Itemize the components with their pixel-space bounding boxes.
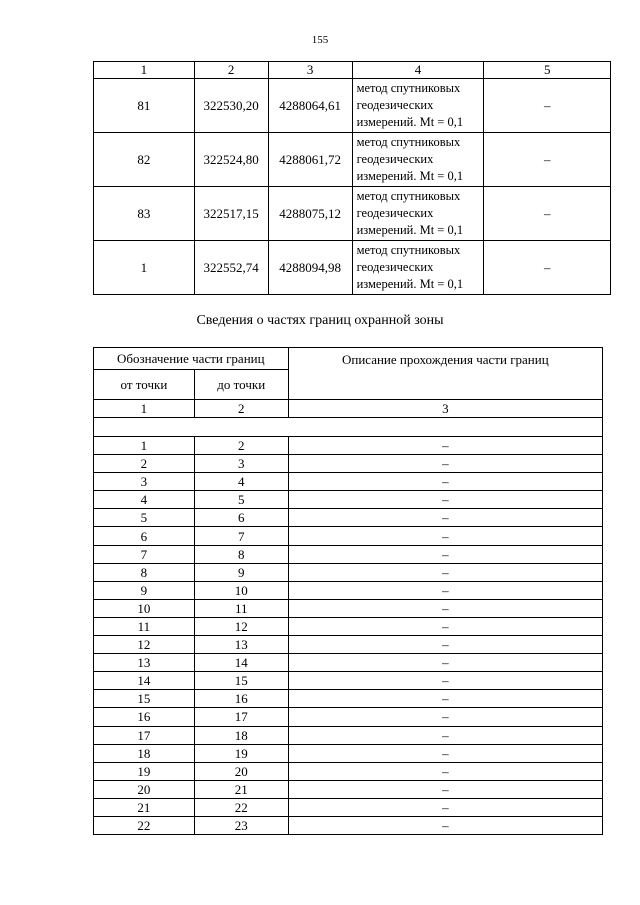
to-point: 11 [194, 599, 288, 617]
from-point: 17 [94, 726, 195, 744]
to-point: 18 [194, 726, 288, 744]
boundary-part-row [94, 581, 603, 599]
boundary-part-row [94, 509, 603, 527]
part-description: – [288, 473, 602, 491]
to-point: 7 [194, 527, 288, 545]
to-point: 10 [194, 581, 288, 599]
measurement-method [352, 133, 484, 187]
to-point: 3 [194, 455, 288, 473]
boundary-part-row [94, 708, 603, 726]
to-point: 21 [194, 780, 288, 798]
boundary-part-row [94, 545, 603, 563]
to-point: 5 [194, 491, 288, 509]
coordinate-y: 4288094,98 [268, 241, 352, 295]
point-number: 83 [94, 187, 195, 241]
part-description: – [288, 780, 602, 798]
measurement-method-line: измерений. Mt = 0,1 [356, 115, 464, 129]
part-description: – [288, 726, 602, 744]
boundary-part-row [94, 437, 603, 455]
parts-header-row [94, 348, 603, 370]
part-description: – [288, 509, 602, 527]
from-point: 18 [94, 744, 195, 762]
part-description: – [288, 599, 602, 617]
part-description: – [288, 798, 602, 816]
section-title: Сведения о частях границ охранной зоны [196, 313, 444, 328]
boundary-part-row [94, 654, 603, 672]
part-description: – [288, 581, 602, 599]
boundary-part-row [94, 473, 603, 491]
part-description: – [288, 563, 602, 581]
measurement-method [352, 187, 484, 241]
boundary-part-row [94, 816, 603, 834]
boundary-part-row [94, 636, 603, 654]
to-point: 8 [194, 545, 288, 563]
point-number: 82 [94, 133, 195, 187]
to-point: 2 [194, 437, 288, 455]
boundary-part-row [94, 491, 603, 509]
parts-blank-row [94, 418, 603, 437]
from-point: 16 [94, 708, 195, 726]
parts-header-description: Описание прохождения части границ [288, 348, 602, 400]
boundary-part-row [94, 798, 603, 816]
parts-column-numbers-row [94, 400, 603, 418]
from-point: 11 [94, 617, 195, 635]
measurement-method-line: измерений. Mt = 0,1 [356, 169, 464, 183]
boundary-part-row [94, 599, 603, 617]
part-description: – [288, 762, 602, 780]
from-point: 20 [94, 780, 195, 798]
part-description: – [288, 527, 602, 545]
coordinates-header-cell: 4 [352, 62, 484, 79]
to-point: 9 [194, 563, 288, 581]
measurement-method-line: метод спутниковых [356, 189, 461, 203]
boundary-part-row [94, 527, 603, 545]
part-description: – [288, 744, 602, 762]
from-point: 1 [94, 437, 195, 455]
from-point: 4 [94, 491, 195, 509]
part-description: – [288, 708, 602, 726]
measurement-method [352, 241, 484, 295]
coordinate-x: 322524,80 [194, 133, 268, 187]
part-description: – [288, 816, 602, 834]
part-description: – [288, 690, 602, 708]
boundary-part-row [94, 563, 603, 581]
coordinates-row [94, 79, 611, 133]
to-point: 4 [194, 473, 288, 491]
point-note: – [484, 133, 611, 187]
coordinates-header-cell: 3 [268, 62, 352, 79]
parts-column-number: 1 [94, 400, 195, 418]
part-description: – [288, 455, 602, 473]
coordinates-header-cell: 1 [94, 62, 195, 79]
to-point: 13 [194, 636, 288, 654]
from-point: 19 [94, 762, 195, 780]
point-note: – [484, 187, 611, 241]
parts-header-to: до точки [194, 370, 288, 400]
from-point: 7 [94, 545, 195, 563]
boundary-parts-table [93, 347, 603, 835]
boundary-part-row [94, 744, 603, 762]
from-point: 2 [94, 455, 195, 473]
to-point: 20 [194, 762, 288, 780]
from-point: 3 [94, 473, 195, 491]
to-point: 12 [194, 617, 288, 635]
coordinates-row [94, 187, 611, 241]
from-point: 9 [94, 581, 195, 599]
measurement-method [352, 79, 484, 133]
from-point: 6 [94, 527, 195, 545]
to-point: 17 [194, 708, 288, 726]
parts-header-group: Обозначение части границ [94, 348, 289, 370]
measurement-method-line: геодезических [356, 206, 434, 220]
boundary-part-row [94, 780, 603, 798]
coordinates-row [94, 133, 611, 187]
part-description: – [288, 545, 602, 563]
coordinate-y: 4288075,12 [268, 187, 352, 241]
boundary-part-row [94, 762, 603, 780]
boundary-part-row [94, 690, 603, 708]
part-description: – [288, 617, 602, 635]
measurement-method-line: геодезических [356, 260, 434, 274]
to-point: 15 [194, 672, 288, 690]
point-note: – [484, 79, 611, 133]
measurement-method-line: метод спутниковых [356, 81, 461, 95]
parts-header-from: от точки [94, 370, 195, 400]
from-point: 10 [94, 599, 195, 617]
page-number: 155 [311, 34, 329, 46]
coordinate-y: 4288061,72 [268, 133, 352, 187]
measurement-method-line: геодезических [356, 152, 434, 166]
to-point: 19 [194, 744, 288, 762]
boundary-part-row [94, 672, 603, 690]
coordinate-x: 322552,74 [194, 241, 268, 295]
part-description: – [288, 636, 602, 654]
boundary-part-row [94, 726, 603, 744]
boundary-part-row [94, 617, 603, 635]
to-point: 14 [194, 654, 288, 672]
coordinates-header-row [94, 62, 611, 79]
part-description: – [288, 491, 602, 509]
parts-column-number: 3 [288, 400, 602, 418]
to-point: 22 [194, 798, 288, 816]
from-point: 12 [94, 636, 195, 654]
parts-column-number: 2 [194, 400, 288, 418]
from-point: 15 [94, 690, 195, 708]
from-point: 22 [94, 816, 195, 834]
part-description: – [288, 672, 602, 690]
coordinate-x: 322530,20 [194, 79, 268, 133]
coordinates-header-cell: 5 [484, 62, 611, 79]
measurement-method-line: геодезических [356, 98, 434, 112]
from-point: 5 [94, 509, 195, 527]
coordinate-y: 4288064,61 [268, 79, 352, 133]
point-number: 81 [94, 79, 195, 133]
to-point: 16 [194, 690, 288, 708]
to-point: 6 [194, 509, 288, 527]
to-point: 23 [194, 816, 288, 834]
coordinates-row [94, 241, 611, 295]
boundary-part-row [94, 455, 603, 473]
from-point: 8 [94, 563, 195, 581]
part-description: – [288, 437, 602, 455]
from-point: 13 [94, 654, 195, 672]
measurement-method-line: метод спутниковых [356, 243, 461, 257]
point-number: 1 [94, 241, 195, 295]
point-note: – [484, 241, 611, 295]
measurement-method-line: измерений. Mt = 0,1 [356, 277, 464, 291]
measurement-method-line: измерений. Mt = 0,1 [356, 223, 464, 237]
part-description: – [288, 654, 602, 672]
coordinate-x: 322517,15 [194, 187, 268, 241]
parts-blank-cell [94, 418, 603, 437]
coordinates-table [93, 61, 611, 295]
from-point: 21 [94, 798, 195, 816]
coordinates-header-cell: 2 [194, 62, 268, 79]
measurement-method-line: метод спутниковых [356, 135, 461, 149]
from-point: 14 [94, 672, 195, 690]
